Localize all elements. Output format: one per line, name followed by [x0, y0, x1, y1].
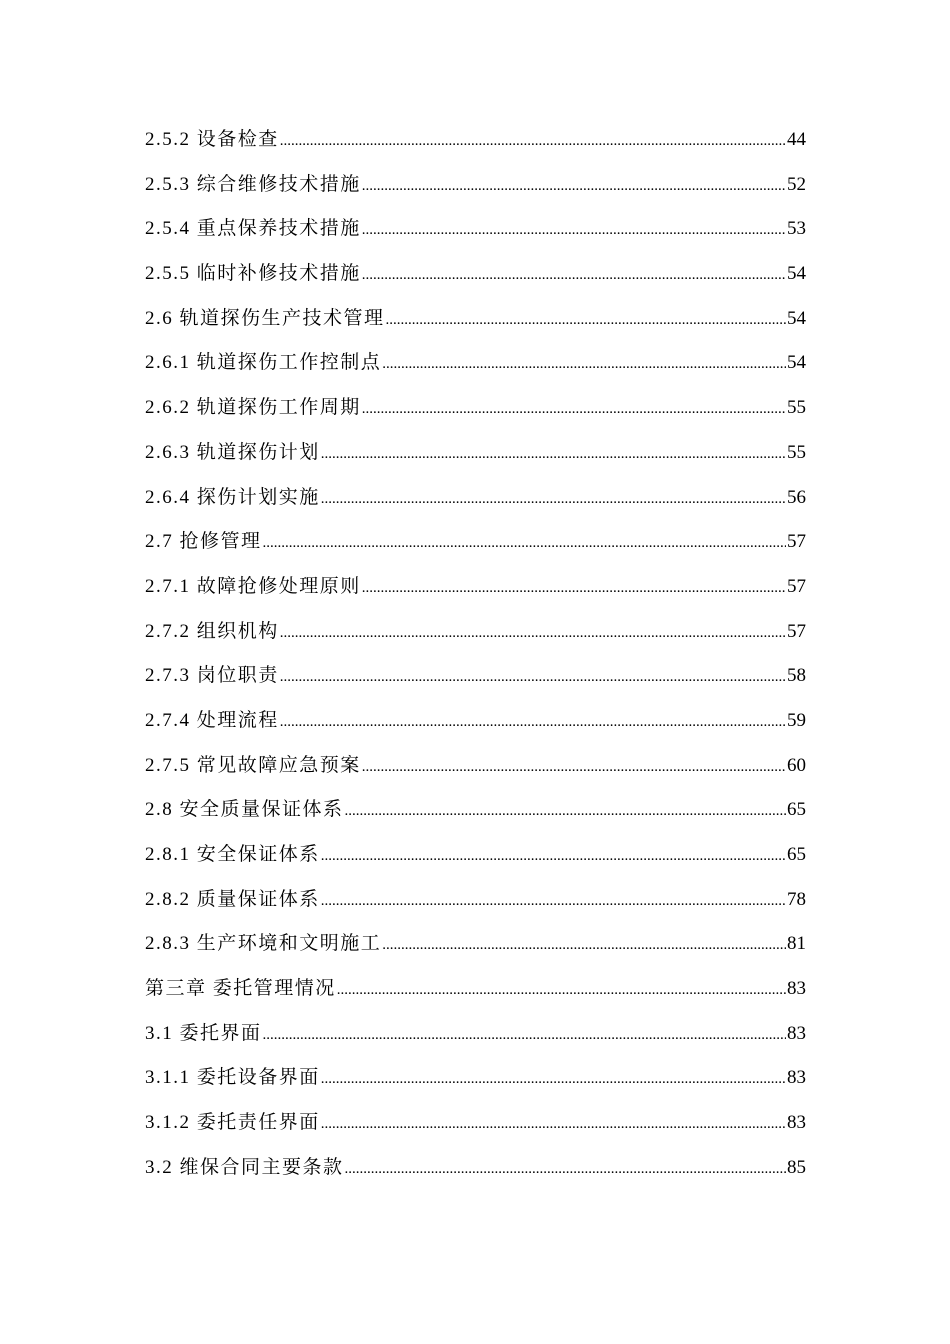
toc-entry-page: 85: [787, 1156, 806, 1178]
toc-entry-title: 2.7 抢修管理: [145, 531, 262, 553]
dot-leader: [263, 1013, 786, 1058]
dot-leader: [321, 477, 786, 522]
toc-entry[interactable]: [145, 1101, 806, 1146]
toc-entry-title: 第三章 委托管理情况: [145, 978, 336, 1000]
toc-entry-title: 2.8.3 生产环境和文明施工: [145, 933, 382, 955]
toc-entry-page: 65: [787, 844, 806, 865]
toc-entry-page: 54: [787, 307, 806, 329]
toc-entry-title: 2.7.3 岗位职责: [145, 665, 279, 687]
dot-leader: [280, 655, 786, 700]
dot-leader: [345, 1147, 786, 1192]
toc-entry-page: 54: [787, 263, 806, 285]
toc-entry-page: 83: [787, 1067, 806, 1089]
toc-entry-title: 3.1.2 委托责任界面: [145, 1112, 320, 1134]
dot-leader: [345, 789, 786, 834]
toc-entry[interactable]: [145, 163, 806, 208]
toc-entry[interactable]: [145, 431, 806, 476]
toc-entry-title: 2.8 安全质量保证体系: [145, 799, 344, 821]
toc-entry-page: 57: [787, 620, 806, 642]
toc-entry-title: 2.5.5 临时补修技术措施: [145, 263, 361, 285]
toc-entry[interactable]: [145, 1056, 806, 1101]
toc-entry[interactable]: [145, 610, 806, 655]
toc-entry-page: 56: [787, 486, 806, 508]
toc-entry-page: 55: [787, 441, 806, 463]
toc-entry[interactable]: [145, 386, 806, 431]
toc-entry-title: 3.1.1 委托设备界面: [145, 1067, 320, 1089]
toc-entry[interactable]: [145, 252, 806, 297]
dot-leader: [362, 253, 786, 298]
dot-leader: [362, 208, 786, 253]
toc-entry[interactable]: [145, 833, 806, 878]
toc-entry[interactable]: [145, 922, 806, 967]
dot-leader: [362, 745, 786, 790]
toc-entry-title: 2.6.3 轨道探伤计划: [145, 441, 320, 463]
dot-leader: [321, 1102, 786, 1147]
toc-entry-title: 2.7.5 常见故障应急预案: [145, 754, 361, 776]
toc-entry-title: 2.7.2 组织机构: [145, 620, 279, 642]
toc-entry[interactable]: [145, 1012, 806, 1057]
dot-leader: [382, 923, 786, 968]
toc-entry-page: 59: [787, 709, 806, 731]
toc-entry[interactable]: [145, 744, 806, 789]
toc-entry[interactable]: [145, 967, 806, 1012]
dot-leader: [280, 700, 786, 745]
toc-entry-page: 44: [787, 129, 806, 150]
toc-entry-title: 2.7.1 故障抢修处理原则: [145, 575, 361, 597]
toc-entry[interactable]: [145, 520, 806, 565]
toc-entry-title: 2.8.1 安全保证体系: [145, 844, 320, 865]
toc-entry-page: 54: [787, 352, 806, 374]
toc-entry-page: 57: [787, 531, 806, 553]
toc-entry-title: 3.2 维保合同主要条款: [145, 1156, 344, 1178]
toc-entry-title: 2.6.1 轨道探伤工作控制点: [145, 352, 382, 374]
dot-leader: [321, 1057, 786, 1102]
toc-entry-page: 81: [787, 933, 806, 955]
toc-entry-page: 78: [787, 888, 806, 910]
toc-entry-title: 2.8.2 质量保证体系: [145, 888, 320, 910]
dot-leader: [362, 387, 786, 432]
toc-entry-title: 2.6 轨道探伤生产技术管理: [145, 307, 385, 329]
dot-leader: [280, 119, 786, 164]
toc-entry-page: 55: [787, 397, 806, 419]
toc-entry-page: 58: [787, 665, 806, 687]
dot-leader: [337, 968, 786, 1013]
dot-leader: [362, 164, 786, 209]
dot-leader: [362, 566, 786, 611]
toc-entry-title: 2.5.3 综合维修技术措施: [145, 173, 361, 195]
dot-leader: [321, 879, 786, 924]
toc-entry[interactable]: [145, 699, 806, 744]
toc-entry[interactable]: [145, 341, 806, 386]
toc-entry[interactable]: [145, 476, 806, 521]
toc-entry-title: 2.6.2 轨道探伤工作周期: [145, 397, 361, 419]
dot-leader: [321, 834, 786, 879]
toc-entry-page: 83: [787, 1112, 806, 1134]
toc-entry[interactable]: [145, 1146, 806, 1191]
toc-entry-title: 2.6.4 探伤计划实施: [145, 486, 320, 508]
toc-entry[interactable]: [145, 207, 806, 252]
dot-leader: [382, 342, 786, 387]
toc-entry[interactable]: [145, 878, 806, 923]
dot-leader: [321, 432, 786, 477]
toc-entry-title: 2.7.4 处理流程: [145, 709, 279, 731]
toc-entry-page: 57: [787, 575, 806, 597]
toc-entry[interactable]: [145, 565, 806, 610]
toc-entry[interactable]: [145, 297, 806, 342]
table-of-contents: [145, 118, 806, 1191]
toc-entry-title: 2.5.2 设备检查: [145, 129, 279, 150]
toc-entry[interactable]: [145, 654, 806, 699]
toc-entry-page: 53: [787, 218, 806, 240]
toc-entry[interactable]: [145, 118, 806, 163]
dot-leader: [263, 521, 786, 566]
toc-entry-title: 3.1 委托界面: [145, 1022, 262, 1044]
toc-entry-title: 2.5.4 重点保养技术措施: [145, 218, 361, 240]
toc-entry-page: 83: [787, 1022, 806, 1044]
toc-entry[interactable]: [145, 788, 806, 833]
toc-entry-page: 52: [787, 173, 806, 195]
toc-entry-page: 65: [787, 799, 806, 821]
dot-leader: [280, 611, 786, 656]
dot-leader: [386, 298, 786, 343]
toc-entry-page: 83: [787, 978, 806, 1000]
toc-entry-page: 60: [787, 754, 806, 776]
